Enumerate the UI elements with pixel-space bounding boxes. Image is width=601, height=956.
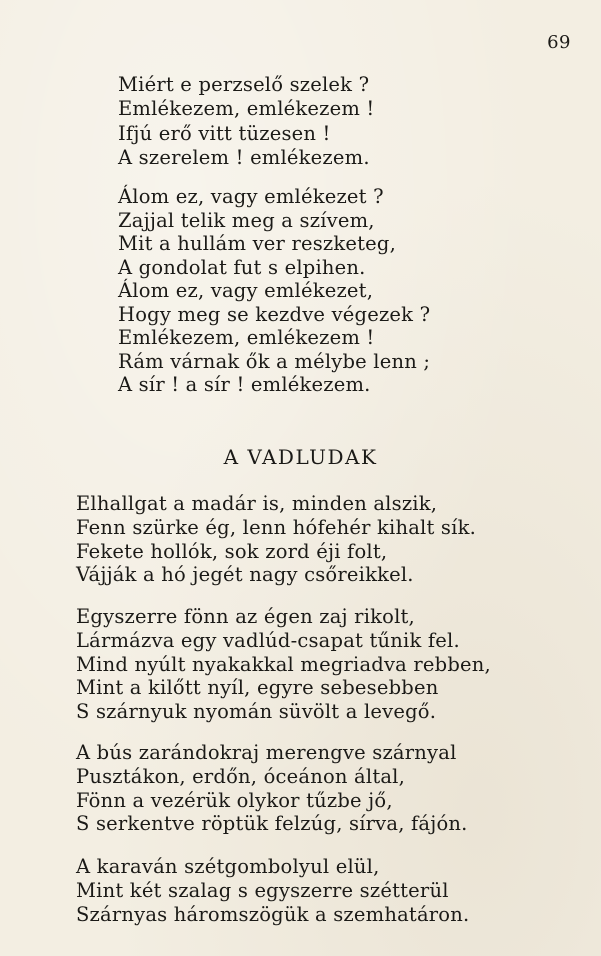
verse-line: Pusztákon, erdőn, óceánon által, (76, 764, 406, 788)
verse-line: S szárnyuk nyomán süvölt a levegő. (76, 700, 437, 724)
verse-line: Lármázva egy vadlúd-csapat tűnik fel. (76, 628, 460, 652)
verse-line: Zajjal telik meg a szívem, (118, 208, 375, 232)
verse-line: Fekete hollók, sok zord éji folt, (76, 539, 388, 563)
verse-line: Szárnyas háromszögük a szemhatáron. (76, 902, 470, 926)
verse-line: S serkentve röptük felzúg, sírva, fájón. (76, 812, 468, 836)
verse-line: Miért e perzselő szelek ? (118, 73, 370, 96)
verse-line: Álom ez, vagy emlékezet, (118, 279, 374, 302)
stanza (118, 185, 430, 397)
verse-line: A sír ! a sír ! emlékezem. (118, 373, 371, 396)
poem-title: A VADLUDAK (223, 445, 378, 469)
verse-line: Álom ez, vagy emlékezet ? (118, 185, 384, 208)
verse-line: Mind nyúlt nyakakkal megriadva rebben, (76, 652, 491, 676)
verse-line: Fönn a vezérük olykor tűzbe jő, (76, 788, 393, 812)
page-number: 69 (547, 32, 571, 53)
verse-line: A szerelem ! emlékezem. (118, 145, 370, 169)
verse-line: Mit a hullám ver reszketeg, (118, 232, 396, 255)
verse-line: Rám várnak ők a mélybe lenn ; (118, 349, 431, 373)
verse-line: Emlékezem, emlékezem ! (118, 326, 375, 349)
verse-line: Mint a kilőtt nyíl, egyre sebesebben (76, 676, 439, 700)
verse-line: Hogy meg se kezdve végezek ? (118, 302, 431, 326)
verse-line: Fenn szürke ég, lenn hófehér kihalt sík. (76, 515, 476, 539)
verse-line: Egyszerre fönn az égen zaj rikolt, (76, 605, 415, 628)
verse-line: Vájják a hó jegét nagy csőreikkel. (76, 563, 414, 587)
stanza (76, 492, 476, 587)
verse-line: Mint két szalag s egyszerre szétterül (76, 878, 449, 902)
stanza (118, 73, 374, 170)
stanza (76, 605, 491, 724)
stanza (76, 855, 469, 926)
verse-line: A gondolat fut s elpihen. (118, 255, 366, 279)
verse-line: Elhallgat a madár is, minden alszik, (76, 492, 438, 515)
verse-line: Ifjú erő vitt tüzesen ! (118, 121, 331, 145)
verse-line: A karaván szétgombolyul elül, (76, 855, 380, 878)
stanza (76, 741, 468, 836)
verse-line: A bús zarándokraj merengve szárnyal (76, 741, 457, 764)
verse-line: Emlékezem, emlékezem ! (118, 97, 375, 121)
